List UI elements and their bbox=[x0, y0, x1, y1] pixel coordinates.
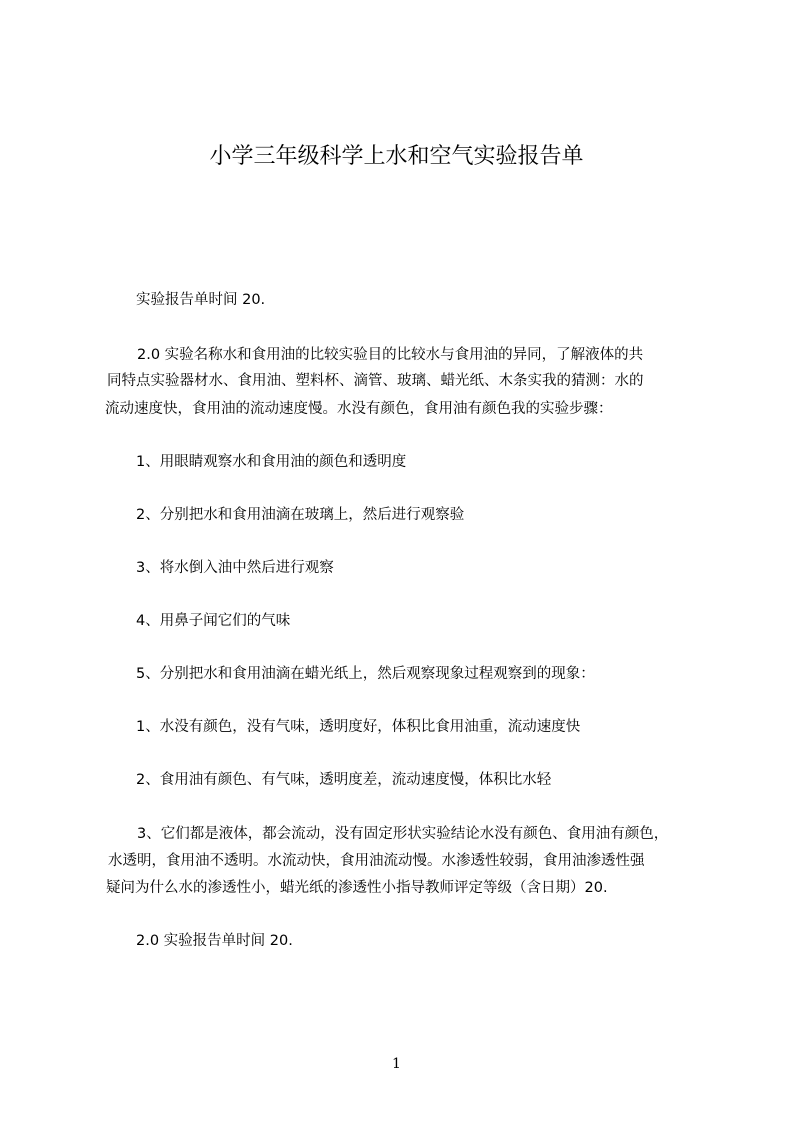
report-time-line-2: 2.0 实验报告单时间 20. bbox=[136, 933, 293, 949]
step-item-5: 5、分别把水和食用油滴在蜡光纸上，然后观察现象过程观察到的现象： bbox=[136, 666, 595, 682]
experiment-intro-line-3: 流动速度快，食用油的流动速度慢。水没有颜色，食用油有颜色我的实验步骤： bbox=[105, 401, 613, 417]
step-item-3: 3、将水倒入油中然后进行观察 bbox=[136, 560, 334, 576]
page-title: 小学三年级科学上水和空气实验报告单 bbox=[209, 144, 584, 169]
experiment-intro-line-2: 同特点实验器材水、食用油、塑料杯、滴管、玻璃、蜡光纸、木条实我的猜测：水的 bbox=[107, 373, 644, 389]
page-number: 1 bbox=[392, 1056, 401, 1072]
step-item-1: 1、用眼睛观察水和食用油的颜色和透明度 bbox=[136, 454, 407, 470]
step-item-2: 2、分别把水和食用油滴在玻璃上，然后进行观察验 bbox=[136, 507, 465, 523]
conclusion-line-3: 疑问为什么水的渗透性小，蜡光纸的渗透性小指导教师评定等级（含日期）20. bbox=[106, 880, 608, 896]
conclusion-line-1: 3、它们都是液体，都会流动，没有固定形状实验结论水没有颜色、食用油有颜色， bbox=[137, 826, 669, 842]
step-item-4: 4、用鼻子闻它们的气味 bbox=[136, 613, 291, 629]
report-time-line: 实验报告单时间 20. bbox=[136, 292, 266, 308]
experiment-intro-line-1: 2.0 实验名称水和食用油的比较实验目的比较水与食用油的异同，了解液体的共 bbox=[137, 347, 644, 363]
observation-item-1: 1、水没有颜色，没有气味，透明度好，体积比食用油重，流动速度快 bbox=[136, 719, 581, 735]
observation-item-2: 2、食用油有颜色、有气味，透明度差，流动速度慢，体积比水轻 bbox=[136, 772, 552, 788]
conclusion-line-2: 水透明，食用油不透明。水流动快，食用油流动慢。水渗透性较弱，食用油渗透性强 bbox=[108, 853, 645, 869]
